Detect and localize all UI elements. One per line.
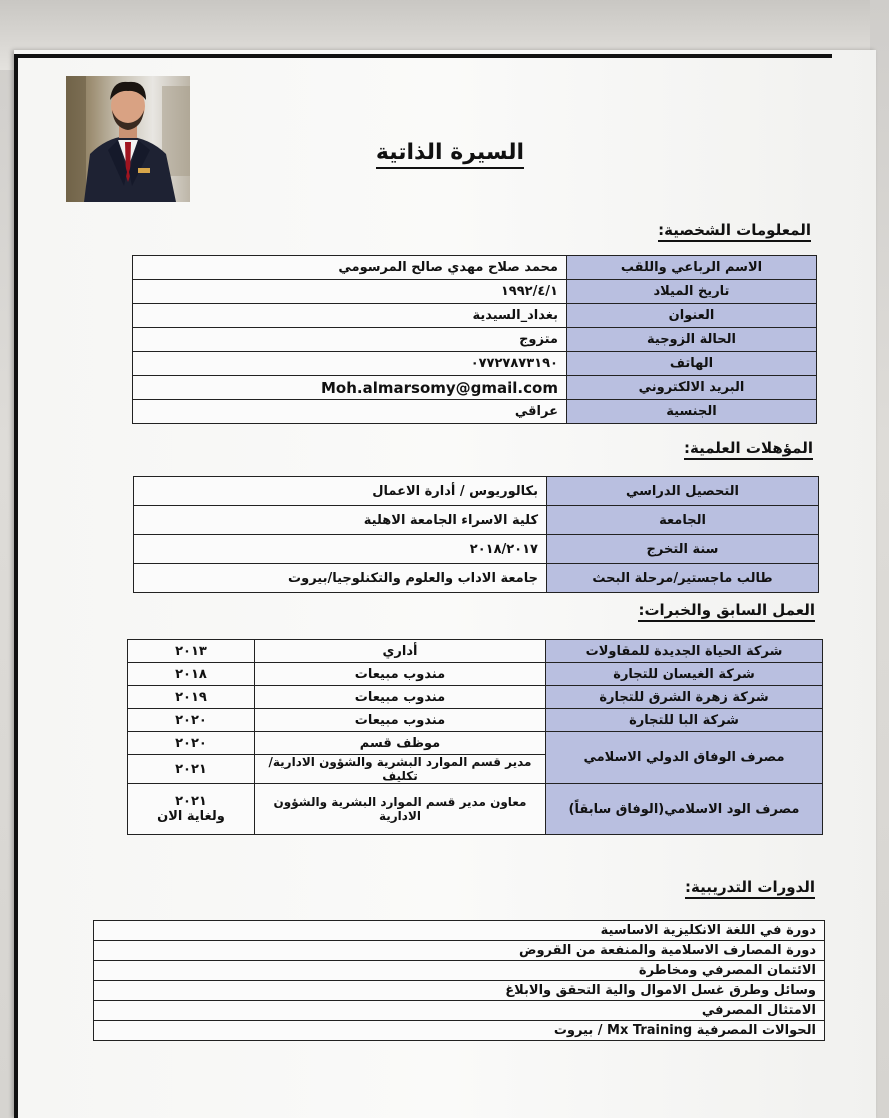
exp-role: أداري [255, 640, 546, 663]
table-row [94, 1001, 825, 1021]
table-row [134, 506, 819, 535]
exp-year: ٢٠٢١ [128, 755, 255, 784]
exp-year: ٢٠٢١ [175, 794, 207, 809]
personal-info-table [132, 255, 817, 424]
page-title: السيرة الذاتية [300, 140, 600, 165]
value-university: كلية الاسراء الجامعة الاهلية [134, 506, 547, 535]
section-heading-education: المؤهلات العلمية: [684, 439, 813, 457]
value-email: Moh.almarsomy@gmail.com [133, 376, 567, 400]
value-birth-date: ١٩٩٢/٤/١ [133, 280, 567, 304]
courses-table [93, 920, 825, 1041]
label-email: البريد الالكتروني [566, 376, 816, 400]
exp-role: موظف قسم [255, 732, 546, 755]
table-row [128, 640, 823, 663]
table-row [133, 352, 817, 376]
exp-year: ٢٠٢٠ [128, 732, 255, 755]
course-item: الائتمان المصرفي ومخاطرة [94, 961, 825, 981]
course-item: دورة المصارف الاسلامية والمنفعة من القروض [94, 941, 825, 961]
table-row [128, 686, 823, 709]
exp-year: ٢٠١٨ [128, 663, 255, 686]
exp-company: شركة الحياة الجديدة للمقاولات [546, 640, 823, 663]
value-graduation-year: ٢٠١٨/٢٠١٧ [134, 535, 547, 564]
section-heading-courses: الدورات التدريبية: [685, 878, 815, 896]
value-nationality: عراقي [133, 400, 567, 424]
table-row [134, 477, 819, 506]
exp-company: مصرف الود الاسلامي(الوفاق سابقاً) [546, 784, 823, 835]
value-phone: ٠٧٧٢٧٨٧٣١٩٠ [133, 352, 567, 376]
exp-role: مدير قسم الموارد البشرية والشؤون الادارية/ تكليف [255, 755, 546, 784]
page-border-left [14, 54, 18, 1118]
page-border-top [14, 54, 832, 58]
label-graduation-year: سنة التخرج [547, 535, 819, 564]
course-item: الامتثال المصرفي [94, 1001, 825, 1021]
exp-role: معاون مدير قسم الموارد البشرية والشؤون الادارية [255, 784, 546, 835]
exp-role: مندوب مبيعات [255, 663, 546, 686]
table-row [128, 709, 823, 732]
table-row [94, 1021, 825, 1041]
exp-year-cell [128, 784, 255, 835]
table-row [94, 981, 825, 1001]
experience-table [127, 639, 823, 835]
label-marital-status: الحالة الزوجية [566, 328, 816, 352]
exp-year: ٢٠١٩ [128, 686, 255, 709]
profile-photo [66, 76, 190, 202]
table-row [128, 784, 823, 835]
table-row [133, 328, 817, 352]
table-row [94, 941, 825, 961]
table-row [133, 376, 817, 400]
course-item: وسائل وطرق غسل الاموال والية التحقق والابلاغ [94, 981, 825, 1001]
course-item: دورة في اللغة الانكليزية الاساسية [94, 921, 825, 941]
exp-company: مصرف الوفاق الدولي الاسلامي [546, 732, 823, 784]
table-row [94, 921, 825, 941]
label-university: الجامعة [547, 506, 819, 535]
label-degree: التحصيل الدراسي [547, 477, 819, 506]
value-address: بغداد_السيدية [133, 304, 567, 328]
exp-company: شركة زهرة الشرق للتجارة [546, 686, 823, 709]
label-masters: طالب ماجستير/مرحلة البحث [547, 564, 819, 593]
course-item: الحوالات المصرفية Mx Training / بيروت [94, 1021, 825, 1041]
table-row [134, 535, 819, 564]
exp-year: ٢٠٢٠ [128, 709, 255, 732]
section-heading-personal: المعلومات الشخصية: [658, 221, 811, 239]
table-row [128, 663, 823, 686]
table-row [134, 564, 819, 593]
value-marital-status: متزوج [133, 328, 567, 352]
table-row [94, 961, 825, 981]
label-address: العنوان [566, 304, 816, 328]
section-heading-experience: العمل السابق والخبرات: [638, 601, 815, 619]
value-masters: جامعة الاداب والعلوم والتكنلوجيا/بيروت [134, 564, 547, 593]
value-degree: بكالوريوس / أدارة الاعمال [134, 477, 547, 506]
table-row [133, 280, 817, 304]
table-row [133, 256, 817, 280]
profile-photo-drawing [66, 76, 190, 202]
education-table [133, 476, 819, 593]
table-row [133, 400, 817, 424]
exp-year-continuing: ولغاية الان [157, 809, 225, 824]
exp-role: مندوب مبيعات [255, 686, 546, 709]
label-nationality: الجنسية [566, 400, 816, 424]
table-row [133, 304, 817, 328]
label-full-name: الاسم الرباعي واللقب [566, 256, 816, 280]
exp-role: مندوب مبيعات [255, 709, 546, 732]
value-full-name: محمد صلاح مهدي صالح المرسومي [133, 256, 567, 280]
exp-company: شركة البا للتجارة [546, 709, 823, 732]
exp-company: شركة الغيسان للتجارة [546, 663, 823, 686]
exp-year: ٢٠١٣ [128, 640, 255, 663]
table-row [128, 732, 823, 755]
label-phone: الهاتف [566, 352, 816, 376]
label-birth-date: تاريخ الميلاد [566, 280, 816, 304]
